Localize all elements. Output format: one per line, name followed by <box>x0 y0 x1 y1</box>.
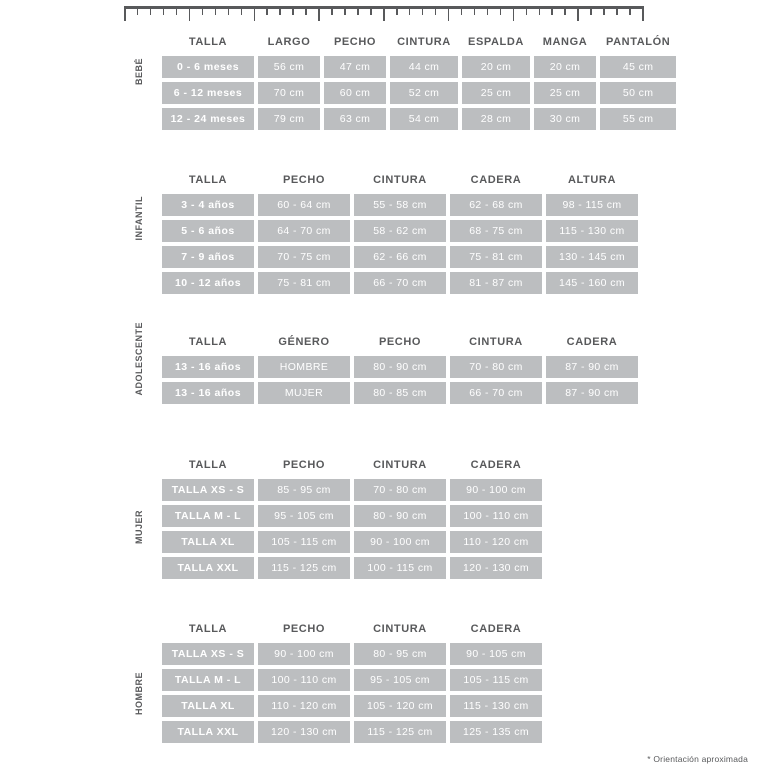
column-header: CINTURA <box>373 459 427 471</box>
table-row <box>162 272 638 294</box>
measurement-cell: 60 cm <box>324 82 386 104</box>
size-name-cell: 13 - 16 años <box>162 356 254 378</box>
table-row <box>162 695 542 717</box>
size-table <box>158 453 546 583</box>
table-row <box>162 721 542 743</box>
measurement-cell: 80 - 85 cm <box>354 382 446 404</box>
measurement-cell: 64 - 70 cm <box>258 220 350 242</box>
size-name-cell: TALLA XXL <box>162 557 254 579</box>
measurement-cell: 120 - 130 cm <box>258 721 350 743</box>
section-label: INFANTIL <box>134 196 144 241</box>
measurement-cell: 62 - 66 cm <box>354 246 446 268</box>
column-header: TALLA <box>188 174 228 186</box>
ruler-decoration <box>124 6 644 24</box>
measurement-cell: 30 cm <box>534 108 596 130</box>
measurement-cell: 55 cm <box>600 108 676 130</box>
measurement-cell: 95 - 105 cm <box>354 669 446 691</box>
table-row <box>162 479 542 501</box>
measurement-cell: 115 - 130 cm <box>450 695 542 717</box>
column-header: CINTURA <box>397 36 451 48</box>
column-header: CINTURA <box>469 336 523 348</box>
measurement-cell: 90 - 100 cm <box>258 643 350 665</box>
measurement-cell: 70 - 80 cm <box>450 356 542 378</box>
measurement-cell: 110 - 120 cm <box>258 695 350 717</box>
size-name-cell: 5 - 6 años <box>162 220 254 242</box>
table-row <box>162 220 638 242</box>
column-header: TALLA <box>188 459 228 471</box>
table-row <box>162 505 542 527</box>
measurement-cell: 60 - 64 cm <box>258 194 350 216</box>
measurement-cell: 105 - 115 cm <box>450 669 542 691</box>
measurement-cell: 90 - 100 cm <box>450 479 542 501</box>
column-header: ALTURA <box>568 174 616 186</box>
size-name-cell: 6 - 12 meses <box>162 82 254 104</box>
column-header: CINTURA <box>373 623 427 635</box>
measurement-cell: 45 cm <box>600 56 676 78</box>
size-name-cell: TALLA XL <box>162 695 254 717</box>
table-row <box>162 108 676 130</box>
column-header: ESPALDA <box>468 36 524 48</box>
measurement-cell: 58 - 62 cm <box>354 220 446 242</box>
measurement-cell: 80 - 90 cm <box>354 505 446 527</box>
measurement-cell: 70 cm <box>258 82 320 104</box>
ruler-ticks <box>124 9 644 24</box>
column-header: PECHO <box>333 36 377 48</box>
measurement-cell: 20 cm <box>534 56 596 78</box>
measurement-cell: 85 - 95 cm <box>258 479 350 501</box>
size-name-cell: 12 - 24 meses <box>162 108 254 130</box>
section-label: HOMBRE <box>134 672 144 715</box>
table-row <box>162 194 638 216</box>
table-row <box>162 56 676 78</box>
size-table <box>158 30 680 134</box>
section-label: MUJER <box>134 510 144 545</box>
size-name-cell: TALLA M - L <box>162 669 254 691</box>
table-header-row <box>162 172 638 190</box>
measurement-cell: 90 - 105 cm <box>450 643 542 665</box>
measurement-cell: 55 - 58 cm <box>354 194 446 216</box>
measurement-cell: 47 cm <box>324 56 386 78</box>
measurement-cell: 75 - 81 cm <box>450 246 542 268</box>
measurement-cell: 70 - 80 cm <box>354 479 446 501</box>
measurement-cell: 75 - 81 cm <box>258 272 350 294</box>
column-header: LARGO <box>267 36 311 48</box>
measurement-cell: 54 cm <box>390 108 458 130</box>
column-header: CADERA <box>470 623 522 635</box>
measurement-cell: 25 cm <box>462 82 530 104</box>
measurement-cell: 98 - 115 cm <box>546 194 638 216</box>
column-header: TALLA <box>188 336 228 348</box>
column-header: PECHO <box>378 336 422 348</box>
table-row <box>162 82 676 104</box>
size-name-cell: TALLA M - L <box>162 505 254 527</box>
measurement-cell: 68 - 75 cm <box>450 220 542 242</box>
table-header-row <box>162 334 638 352</box>
measurement-cell: 110 - 120 cm <box>450 531 542 553</box>
size-table <box>158 168 642 298</box>
measurement-cell: 25 cm <box>534 82 596 104</box>
table-row <box>162 643 542 665</box>
column-header: PECHO <box>282 459 326 471</box>
column-header: CADERA <box>566 336 618 348</box>
measurement-cell: 125 - 135 cm <box>450 721 542 743</box>
size-table <box>158 330 642 408</box>
measurement-cell: 90 - 100 cm <box>354 531 446 553</box>
size-name-cell: TALLA XL <box>162 531 254 553</box>
measurement-cell: 62 - 68 cm <box>450 194 542 216</box>
column-header: TALLA <box>188 36 228 48</box>
column-header: CADERA <box>470 174 522 186</box>
measurement-cell: 115 - 125 cm <box>258 557 350 579</box>
measurement-cell: 70 - 75 cm <box>258 246 350 268</box>
measurement-cell: 80 - 95 cm <box>354 643 446 665</box>
measurement-cell: 52 cm <box>390 82 458 104</box>
measurement-cell: 145 - 160 cm <box>546 272 638 294</box>
measurement-cell: 28 cm <box>462 108 530 130</box>
column-header: GÉNERO <box>278 336 330 348</box>
measurement-cell: 66 - 70 cm <box>354 272 446 294</box>
table-row <box>162 557 542 579</box>
measurement-cell: 44 cm <box>390 56 458 78</box>
measurement-cell: 66 - 70 cm <box>450 382 542 404</box>
table-row <box>162 669 542 691</box>
table-header-row <box>162 457 542 475</box>
measurement-cell: 56 cm <box>258 56 320 78</box>
size-name-cell: 13 - 16 años <box>162 382 254 404</box>
column-header: TALLA <box>188 623 228 635</box>
size-name-cell: TALLA XS - S <box>162 643 254 665</box>
measurement-cell: 87 - 90 cm <box>546 382 638 404</box>
size-table <box>158 617 546 747</box>
table-row <box>162 382 638 404</box>
size-name-cell: 3 - 4 años <box>162 194 254 216</box>
size-name-cell: 0 - 6 meses <box>162 56 254 78</box>
measurement-cell: 20 cm <box>462 56 530 78</box>
measurement-cell: 130 - 145 cm <box>546 246 638 268</box>
column-header: PANTALÓN <box>606 36 671 48</box>
measurement-cell: 87 - 90 cm <box>546 356 638 378</box>
size-name-cell: TALLA XS - S <box>162 479 254 501</box>
measurement-cell: 105 - 115 cm <box>258 531 350 553</box>
size-name-cell: 7 - 9 años <box>162 246 254 268</box>
measurement-cell: HOMBRE <box>258 356 350 378</box>
column-header: MANGA <box>542 36 588 48</box>
column-header: PECHO <box>282 174 326 186</box>
table-header-row <box>162 621 542 639</box>
measurement-cell: 115 - 125 cm <box>354 721 446 743</box>
table-row <box>162 246 638 268</box>
size-name-cell: 10 - 12 años <box>162 272 254 294</box>
footnote-text: * Orientación aproximada <box>647 754 748 764</box>
measurement-cell: 95 - 105 cm <box>258 505 350 527</box>
table-header-row <box>162 34 676 52</box>
column-header: CINTURA <box>373 174 427 186</box>
measurement-cell: 79 cm <box>258 108 320 130</box>
measurement-cell: 50 cm <box>600 82 676 104</box>
measurement-cell: 100 - 110 cm <box>258 669 350 691</box>
section-label: BEBÉ <box>134 58 144 86</box>
measurement-cell: 100 - 115 cm <box>354 557 446 579</box>
measurement-cell: 80 - 90 cm <box>354 356 446 378</box>
size-name-cell: TALLA XXL <box>162 721 254 743</box>
measurement-cell: 63 cm <box>324 108 386 130</box>
table-row <box>162 356 638 378</box>
measurement-cell: 115 - 130 cm <box>546 220 638 242</box>
table-row <box>162 531 542 553</box>
measurement-cell: 81 - 87 cm <box>450 272 542 294</box>
measurement-cell: MUJER <box>258 382 350 404</box>
column-header: CADERA <box>470 459 522 471</box>
section-label: ADOLESCENTE <box>134 322 144 396</box>
column-header: PECHO <box>282 623 326 635</box>
measurement-cell: 100 - 110 cm <box>450 505 542 527</box>
measurement-cell: 120 - 130 cm <box>450 557 542 579</box>
measurement-cell: 105 - 120 cm <box>354 695 446 717</box>
